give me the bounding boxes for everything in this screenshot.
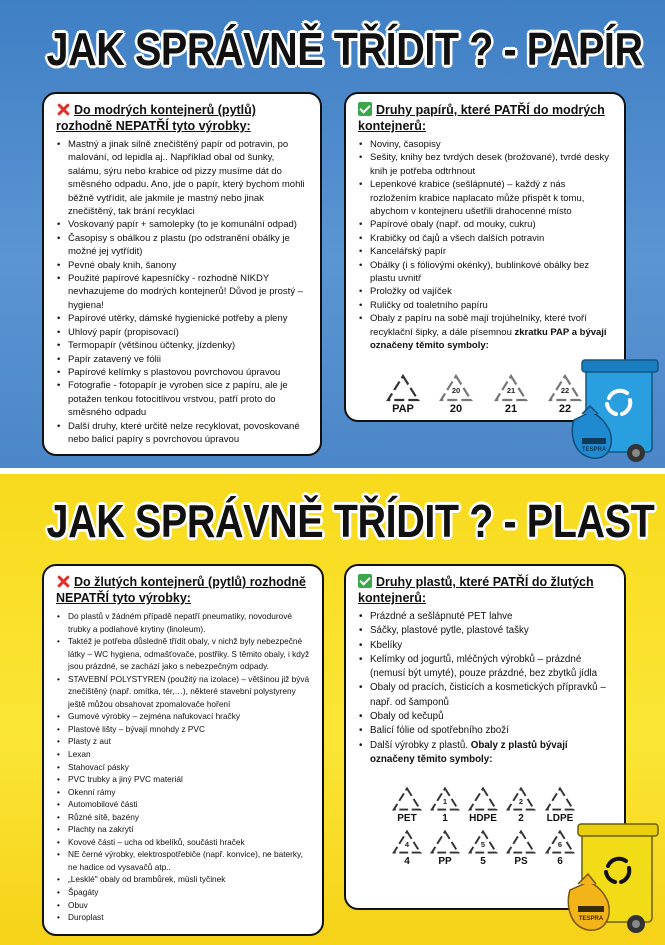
check-icon bbox=[358, 574, 372, 588]
plast-not-allowed-card bbox=[42, 564, 324, 936]
paper-not-allowed-heading: Do modrých kontejnerů (pytlů) rozhodně NEPATŘÍ tyto výrobky: bbox=[56, 103, 256, 133]
list-item: • NE černé výrobky, elektrospotřebiče (např. konvice), ne baterky, ne hadice od vysavačů atp.. bbox=[56, 848, 312, 873]
yellow-bin-icon bbox=[566, 818, 662, 936]
paper-allowed-list bbox=[358, 138, 614, 353]
list-item: • Automobilové části bbox=[56, 798, 312, 811]
list-item: • Časopisy s obálkou z plastu (po odstranění obálky je možné jej vytřídit) bbox=[56, 232, 310, 259]
recycle-symbol-20: 20 20 bbox=[428, 374, 484, 415]
recycle-symbol-4: 4 4 bbox=[388, 829, 426, 867]
list-item: • Krabičky od čajů a všech dalších potravin bbox=[358, 232, 614, 245]
list-item: • Do plastů v žádném případě nepatří pneumatiky, novodurové trubky a podlahové krytiny (linoleum). bbox=[56, 610, 312, 635]
list-item: • Balicí fólie od spotřebního zboží bbox=[358, 724, 614, 738]
recycle-symbol-ps: PS bbox=[502, 829, 540, 867]
paper-title: JAK SPRÁVNĚ TŘÍDIT ? - PAPÍR bbox=[46, 23, 643, 75]
recycle-symbol-2: 2 2 bbox=[502, 786, 540, 824]
list-item: • Obuv bbox=[56, 899, 312, 912]
recycle-symbol-pp: PP bbox=[426, 829, 464, 867]
recycle-triangle-icon bbox=[506, 829, 536, 855]
list-item: • Ruličky od toaletního papíru bbox=[358, 299, 614, 312]
plast-allowed-heading: Druhy plastů, které PATŘÍ do žlutých kontejnerů: bbox=[358, 575, 594, 605]
list-item: • Obaly z papíru na sobě mají trojúhelníky, které tvoří recyklační šipky, a dále písemnou zkratku PAP a bývají označeny těmito symboly: bbox=[358, 312, 614, 352]
paper-recycling-symbols bbox=[378, 374, 592, 415]
list-item: • Obálky (i s fóliovými okénky), bublinkové obálky bez plastu uvnitř bbox=[358, 259, 614, 286]
list-item: • Fotografie - fotopapír je vyroben sice z papíru, ale je potažen tenkou fotocitlivou vrstvou, patří proto do směsného odpadu bbox=[56, 379, 310, 419]
recycle-symbol-ldpe: LDPE bbox=[540, 786, 580, 824]
list-item: • Lepenkové krabice (sešlápnuté) – každý z nás rozložením krabice naplacato může přispět k tomu, abychom v kontejneru ušetřili drahocenné místo bbox=[358, 178, 614, 218]
list-item: • Další druhy, které určitě nelze recyklovat, povoskované nebo balicí papíry s povrchovou úpravou bbox=[56, 420, 310, 447]
list-item: • Použité papírové kapesníčky - rozhodně NIKDY nevhazujeme do modrých kontejnerů! Důvod je prostý – hygiena! bbox=[56, 272, 310, 312]
list-item: • Okenní rámy bbox=[56, 786, 312, 799]
plast-not-allowed-heading: Do žlutých kontejnerů (pytlů) rozhodně NEPATŘÍ tyto výrobky: bbox=[56, 575, 306, 605]
list-item: • Termopapír (většinou účtenky, jízdenky) bbox=[56, 339, 310, 352]
list-item: • Kelímky od jogurtů, mléčných výrobků – prázdné (nemusí být umyté), pouze prázdné, bez zbytků jídla bbox=[358, 653, 614, 682]
list-item: • Papírové obaly (např. od mouky, cukru) bbox=[358, 218, 614, 231]
plast-allowed-list bbox=[358, 610, 614, 767]
bin-brand-label: TESPRA bbox=[581, 447, 607, 453]
list-item: • Stahovací pásky bbox=[56, 761, 312, 774]
recycle-symbol-22: 22 22 bbox=[538, 374, 592, 415]
list-item: • Obaly od kečupů bbox=[358, 710, 614, 724]
list-item: • Voskovaný papír + samolepky (to je komunální odpad) bbox=[56, 218, 310, 231]
cross-icon bbox=[56, 102, 70, 116]
list-item: • STAVEBNÍ POLYSTYREN (použitý na izolace) – většinou již bývá znečištěný (např. omítka, tér,…), některé stavební polystyreny ještě můžou obsahovat zpomalovače hoření bbox=[56, 673, 312, 711]
list-item: • PVC trubky a jiný PVC materiál bbox=[56, 773, 312, 786]
bin-brand-label: TESPRA bbox=[578, 916, 604, 922]
list-item: • Papírové kelímky s plastovou povrchovou úpravou bbox=[56, 366, 310, 379]
list-item: • Kbelíky bbox=[358, 639, 614, 653]
paper-poster bbox=[0, 0, 665, 468]
recycle-symbol-5: 5 5 bbox=[464, 829, 502, 867]
list-item: • Obaly od pracích, čisticích a kosmetických přípravků – např. od šamponů bbox=[358, 681, 614, 710]
plast-not-allowed-list bbox=[56, 610, 312, 924]
paper-not-allowed-list bbox=[56, 138, 310, 446]
list-item: • Gumové výrobky – zejména nafukovací hračky bbox=[56, 710, 312, 723]
list-item: • Plastové lišty – bývají mnohdy z PVC bbox=[56, 723, 312, 736]
list-item: • Plasty z aut bbox=[56, 735, 312, 748]
plast-poster bbox=[0, 474, 665, 945]
paper-allowed-heading: Druhy papírů, které PATŘÍ do modrých kontejnerů: bbox=[358, 103, 605, 133]
recycle-symbol-hdpe: HDPE bbox=[464, 786, 502, 824]
list-item: • Noviny, časopisy bbox=[358, 138, 614, 151]
list-item: • Různé sítě, bazény bbox=[56, 811, 312, 824]
list-item: • Proložky od vajíček bbox=[358, 285, 614, 298]
list-item: • Špagáty bbox=[56, 886, 312, 899]
list-item: • Papírové utěrky, dámské hygienické potřeby a pleny bbox=[56, 312, 310, 325]
recycle-symbol-21: 21 21 bbox=[484, 374, 538, 415]
recycle-triangle-icon bbox=[392, 786, 422, 812]
list-item: • Uhlový papír (propisovací) bbox=[56, 326, 310, 339]
recycle-symbol-pap: PAP bbox=[378, 374, 428, 415]
recycle-triangle-icon bbox=[430, 829, 460, 855]
list-item: • Papír zatavený ve fólii bbox=[56, 353, 310, 366]
list-item: • Mastný a jinak silně znečištěný papír od potravin, po malování, od lepidla aj.. Například obal od šunky, salámu, sýru nebo krabice od pizzy musíme dát do směsného odpadu. Ano, jde o papír, který bychom mohli běžně vytřídit, ale jakmile je mastný nebo jinak znečištěný, tak brání recyklaci bbox=[56, 138, 310, 218]
plast-recycling-symbols-row1 bbox=[388, 786, 580, 824]
list-item: • Pevné obaly knih, šanony bbox=[56, 259, 310, 272]
plast-recycling-symbols-row2 bbox=[388, 829, 580, 867]
list-item: • Sáčky, plastové pytle, plastové tašky bbox=[358, 624, 614, 638]
recycle-triangle-icon bbox=[386, 374, 420, 402]
blue-bin-icon bbox=[570, 354, 664, 466]
recycle-symbol-pet: PET bbox=[388, 786, 426, 824]
list-item: • Kovové části – ucha od kbelíků, součásti hraček bbox=[56, 836, 312, 849]
paper-not-allowed-card bbox=[42, 92, 322, 456]
recycle-triangle-icon bbox=[468, 786, 498, 812]
list-item: • Sešity, knihy bez tvrdých desek (brožované), tvrdé desky knih je potřeba odtrhnout bbox=[358, 151, 614, 178]
recycle-symbol-1: 1 1 bbox=[426, 786, 464, 824]
list-item: • Kancelářský papír bbox=[358, 245, 614, 258]
list-item: • Duroplast bbox=[56, 911, 312, 924]
list-item: • Taktéž je potřeba důsledně třídit obaly, v nichž byly nebezpečné látky – WC hygiena, odmašťovače, postřiky. S těmito obaly, i když jsou prázdné, se zachází jako s nebezpečným odpady. bbox=[56, 635, 312, 673]
list-item: • „Lesklé" obaly od brambůrek, müsli tyčinek bbox=[56, 873, 312, 886]
plast-title: JAK SPRÁVNĚ TŘÍDIT ? - PLAST bbox=[46, 495, 655, 547]
check-icon bbox=[358, 102, 372, 116]
cross-icon bbox=[56, 574, 70, 588]
recycle-triangle-icon bbox=[545, 786, 575, 812]
list-item: • Prázdné a sešlápnuté PET lahve bbox=[358, 610, 614, 624]
list-item: • Další výrobky z plastů. Obaly z plastů bývají označeny těmito symboly: bbox=[358, 739, 614, 768]
list-item: • Lexan bbox=[56, 748, 312, 761]
recycle-symbol-6: 6 6 bbox=[540, 829, 580, 867]
list-item: • Plachty na zakrytí bbox=[56, 823, 312, 836]
